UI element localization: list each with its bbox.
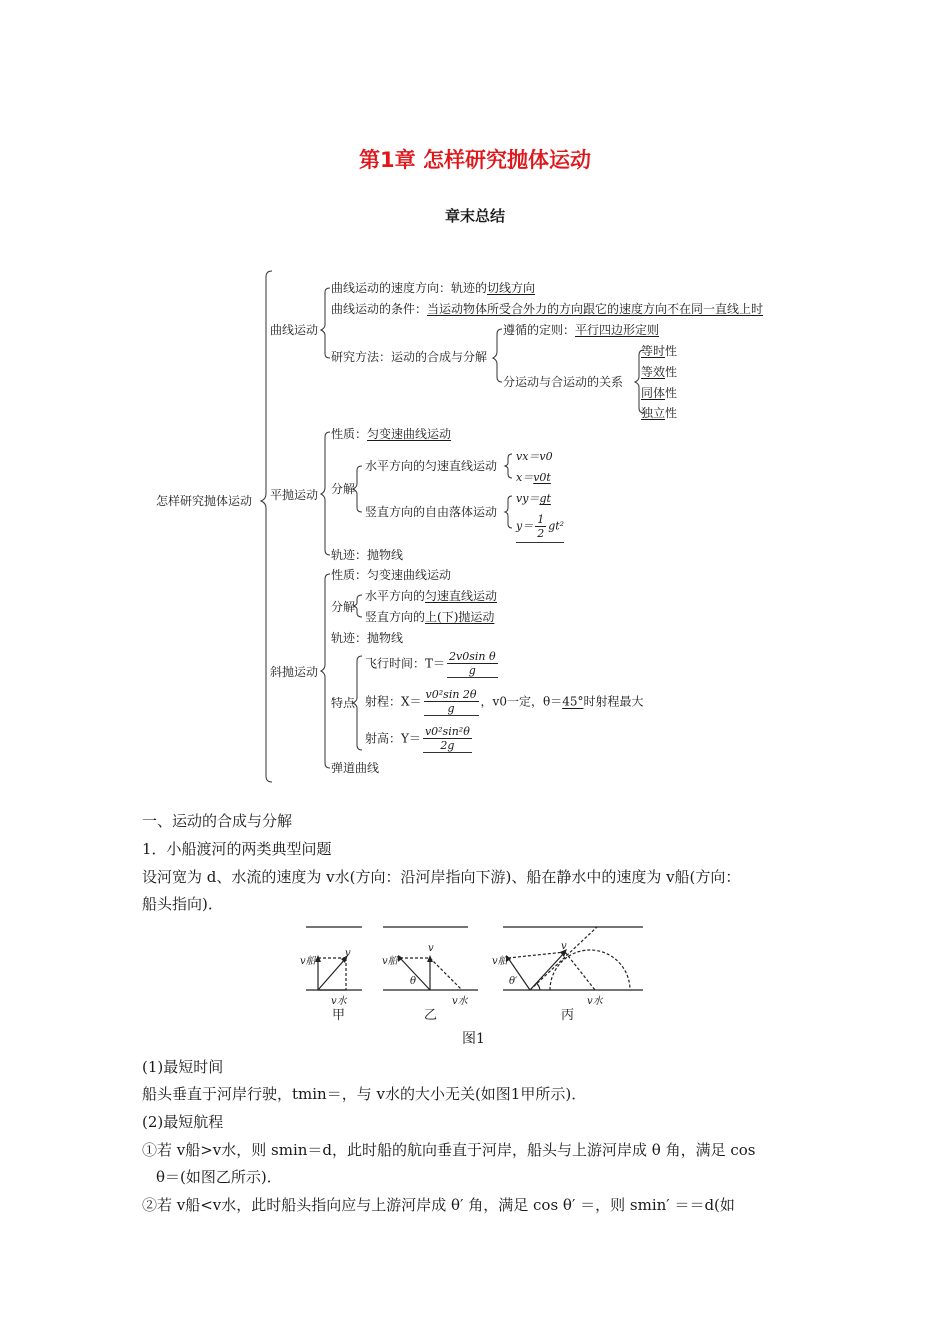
projectile-horizontal: 水平方向的匀速直线运动 (365, 459, 498, 473)
paragraph-case-1a: ①若 v船>v水，则 smin＝d，此时船的航向垂直于河岸，船头与上游河岸成 θ 角，满足 cos (142, 1141, 756, 1159)
curve-condition: 曲线运动的条件：当运动物体所受合外力的方向跟它的速度方向不在同一直线上时 (331, 302, 764, 316)
eq-y: y＝ $\frac{1}{2}$ gt² (516, 513, 564, 543)
projectile-track: 轨迹：抛物线 (331, 548, 404, 562)
fig-yi-theta: θ (410, 976, 417, 987)
fig-yi-vshui: v水 (452, 996, 468, 1007)
fig-bing-theta-prime: θ′ (509, 976, 518, 987)
subheading-min-time: (1)最短时间 (142, 1058, 224, 1076)
paragraph-setup-1: 设河宽为 d、水流的速度为 v水(方向：沿河岸指向下游)、船在静水中的速度为 v船(方向： (142, 868, 741, 886)
heading-boat: 1．小船渡河的两类典型问题 (142, 840, 332, 858)
section-subtitle: 章末总结 (444, 207, 505, 225)
fig-jia-vshui: v水 (331, 996, 347, 1007)
max-height: 射高：Y＝ $\frac{\text{v0²sin²θ}}{2g}$ (365, 725, 470, 752)
projectile-vertical: 竖直方向的自由落体运动 (365, 505, 498, 519)
heading-composition: 一、运动的合成与分解 (142, 812, 293, 830)
oblique-vertical: 竖直方向的上(下)抛运动 (365, 610, 495, 624)
figure-caption: 图1 (462, 1031, 485, 1047)
fig-label-jia: 甲 (332, 1008, 346, 1023)
oblique-track: 轨迹：抛物线 (331, 631, 404, 645)
projectile-decomp: 分解 (331, 482, 356, 496)
eq-vy: vy＝gt (516, 492, 551, 505)
paragraph-case-1b: θ＝(如图乙所示)． (156, 1168, 282, 1186)
paragraph-min-time: 船头垂直于河岸行驶，tmin＝，与 v水的大小无关(如图1甲所示)． (142, 1085, 587, 1103)
paragraph-case-2: ②若 v船<v水，此时船头指向应与上游河岸成 θ′ 角，满足 cos θ′ ＝，则 smin′ ＝＝d(如 (142, 1196, 735, 1214)
fig-jia-v: v (345, 948, 351, 959)
relation-independent: 独立性 (641, 406, 678, 420)
fig-label-yi: 乙 (424, 1008, 438, 1023)
fig-jia-vchuan: v船 (300, 956, 316, 967)
flight-time: 飞行时间：T＝ $\frac{\text{2v0sin θ}}{g}$ (365, 650, 496, 677)
oblique-nature: 性质：匀变速曲线运动 (331, 568, 452, 582)
fig-bing-vchuan: v船 (492, 956, 508, 967)
branch-projectile: 平抛运动 (270, 488, 319, 502)
branch-curve-motion: 曲线运动 (270, 323, 319, 337)
research-method: 研究方法：运动的合成与分解 (331, 350, 488, 364)
paragraph-setup-2: 船头指向)． (142, 895, 223, 913)
fig-yi-v: v (428, 943, 434, 954)
relation-equivalent: 等效性 (641, 365, 678, 379)
eq-vx: vx＝v0 (516, 450, 553, 463)
page-title: 第1章 怎样研究抛体运动 (359, 148, 591, 172)
range: 射程：X＝ $\frac{\text{v0²sin 2θ}}{g}$ ，v0一定，θ＝45°时射程最大 (365, 688, 644, 715)
subheading-min-path: (2)最短航程 (142, 1113, 224, 1131)
oblique-feature: 特点 (331, 696, 356, 710)
curve-velocity-direction: 曲线运动的速度方向：轨迹的切线方向 (331, 281, 536, 295)
mindmap-root: 怎样研究抛体运动 (156, 494, 253, 508)
oblique-horizontal: 水平方向的匀速直线运动 (365, 589, 498, 603)
fig-bing-v: v (561, 941, 567, 952)
fig-yi-vchuan: v船 (382, 956, 398, 967)
eq-x: x＝v0t (516, 471, 551, 484)
oblique-decomp: 分解 (331, 600, 356, 614)
relation-isochronous: 等时性 (641, 344, 678, 358)
fig-label-bing: 丙 (561, 1008, 575, 1023)
projectile-nature: 性质：匀变速曲线运动 (331, 427, 452, 441)
branch-oblique: 斜抛运动 (270, 665, 319, 679)
ballistic-curve: 弹道曲线 (331, 761, 380, 775)
rule-parallelogram: 遵循的定则：平行四边形定则 (503, 323, 660, 337)
sub-total-relation: 分运动与合运动的关系 (503, 375, 624, 389)
fig-bing-vshui: v水 (587, 996, 603, 1007)
relation-same-body: 同体性 (641, 386, 678, 400)
